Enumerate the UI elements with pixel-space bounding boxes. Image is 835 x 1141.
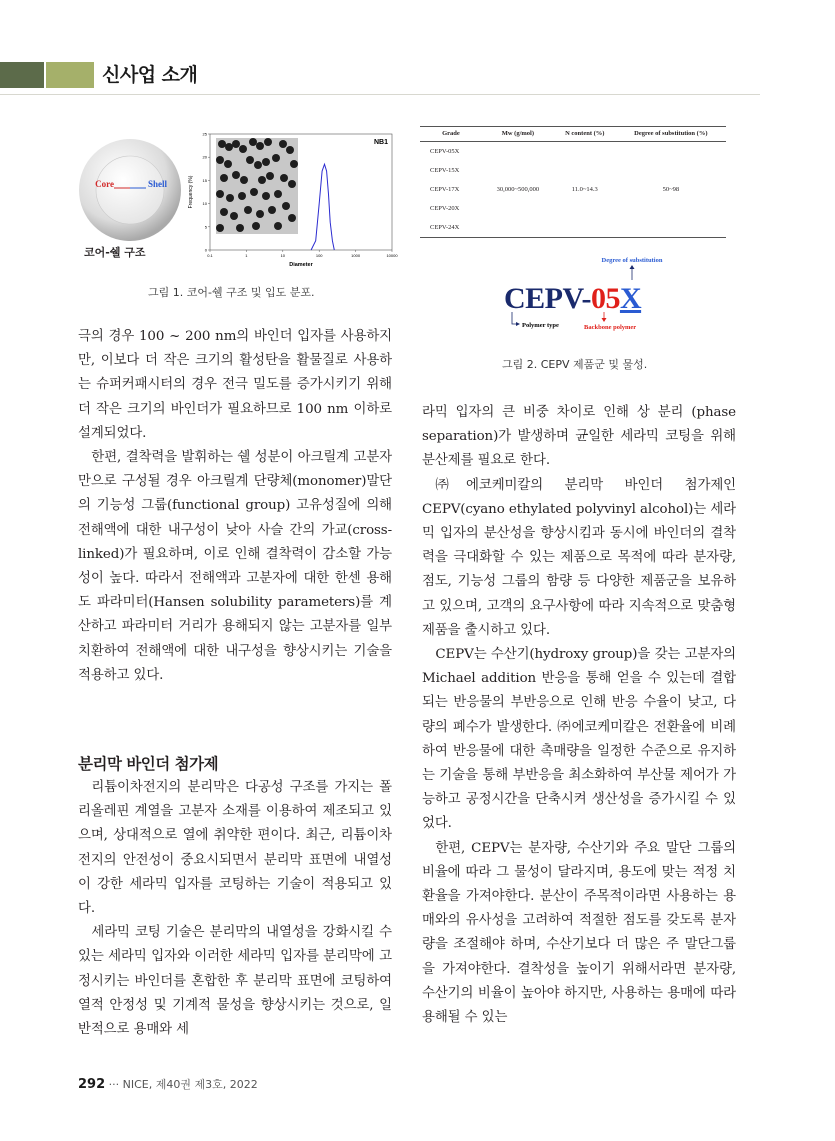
x-tick-label: 0.1 <box>207 253 213 258</box>
core-shell-diagram <box>78 138 182 242</box>
grade-cell: CEPV-05X <box>430 148 460 155</box>
core-sphere <box>96 156 164 224</box>
figure1-caption: 그림 1. 코어-쉘 구조 및 입도 분포. <box>148 286 315 299</box>
tem-micrograph <box>216 138 298 234</box>
page-footer <box>78 1076 258 1092</box>
x-tick-label: 1000 <box>351 253 361 258</box>
core-shell-structure-label: 코어-쉘 구조 <box>84 246 146 259</box>
header-substitution: Degree of substitution (%) <box>616 127 726 142</box>
core-label: Core <box>95 179 114 189</box>
header-mw: Mw (g/mol) <box>482 127 554 142</box>
mw-range: 30,000~500,000 <box>496 186 540 193</box>
y-tick-label: 15 <box>202 177 207 183</box>
plot-xlabel: Diameter <box>289 262 313 268</box>
left-column-lower <box>78 776 392 1042</box>
subsection-heading: 분리막 바인더 첨가제 <box>78 755 219 773</box>
shell-label: Shell <box>148 179 168 189</box>
y-tick-label: 25 <box>202 131 207 137</box>
grade-cell: CEPV-20X <box>430 205 460 212</box>
cepv-suffix: X <box>619 282 642 315</box>
right-column <box>422 401 736 1030</box>
backbone-polymer-label: Backbone polymer <box>584 324 637 331</box>
figure2-caption: 그림 2. CEPV 제품군 및 물성. <box>502 358 648 371</box>
table-row <box>420 199 726 218</box>
table-row <box>420 218 726 238</box>
y-tick-label: 20 <box>202 154 207 160</box>
table-row <box>420 180 726 199</box>
header-color-bar <box>0 62 94 88</box>
x-tick-label: 10000 <box>386 253 398 258</box>
y-tick-label: 5 <box>204 224 207 230</box>
paragraph: ㈜에코케미칼의 분리막 바인더 첨가제인 CEPV(cyano ethylated polyvinyl alcohol)는 세라믹 입자의 분산성을 향상시킴과 동시에 바인더의 결착력을 극대화할 수 있는 제품으로 목적에 따라 분자량, 점도, 기능성 그룹의 함량 등 다양한 제품군을 보유하고 있으며, 고객의 요구사항에 따라 지속적으로 맞춤형 제품을 출시하고 있다. <box>422 477 736 638</box>
left-column-upper <box>78 325 392 688</box>
grade-cell: CEPV-24X <box>420 218 482 238</box>
table-row <box>420 142 726 162</box>
cepv-number: 05 <box>590 282 620 315</box>
page-number: 292 <box>78 1077 106 1092</box>
y-tick-label: 0 <box>204 247 207 253</box>
paragraph: 한편, 결착력을 발휘하는 쉘 성분이 아크릴계 고분자만으로 구성될 경우 아크릴계 단량체(monomer)말단의 기능성 그룹(functional group) 고유성질에 의해 전해액에 대한 내구성이 낮아 사슬 간의 가교(cross-linked)가 필요하며, 이로 인해 결착력이 감소할 가능성이 높다. 따라서 전해액과 고분자에 대한 한센 용해도 파라미터(Hansen solubility parameters)를 계산하고 파라미터 거리가 용해되지 않는 고분자를 일부 치환하여 전해액에 대한 내구성을 향상시키는 기술을 적용하고 있다. <box>78 450 392 683</box>
header-bar-dark <box>0 62 44 88</box>
journal-info: ··· NICE, 제40권 제3호, 2022 <box>108 1078 258 1091</box>
x-tick-label: 100 <box>315 253 323 258</box>
y-tick-label: 10 <box>202 201 207 207</box>
header-n-content: N content (%) <box>554 127 616 142</box>
paragraph: 세라믹 코팅 기술은 분리막의 내열성을 강화시킬 수 있는 세라믹 입자와 이러한 세라믹 입자를 분리막에 고정시키는 바인더를 혼합한 후 분리막 표면에 코팅하여 열적 안정성 및 기계적 물성을 향상시키는 것으로, 일반적으로 용매와 세 <box>78 925 392 1038</box>
x-tick-label: 10 <box>280 253 286 258</box>
degree-of-substitution-label: Degree of substitution <box>601 257 663 264</box>
header-grade: Grade <box>420 127 482 142</box>
header-rule <box>0 94 760 95</box>
section-title: 신사업 소개 <box>102 64 198 86</box>
x-tick-label: 1 <box>245 253 248 258</box>
substitution-range: 50~98 <box>662 186 680 193</box>
paragraph: 라믹 입자의 큰 비중 차이로 인해 상 분리 (phase separation)가 발생하며 균일한 세라믹 코팅을 위해 분산제를 필요로 한다. <box>422 405 736 469</box>
cepv-product-code <box>504 282 642 315</box>
plot-ylabel: Frequency (%) <box>188 175 194 209</box>
paragraph: 한편, CEPV는 분자량, 수산기와 주요 말단 그룹의 비율에 따라 그 물성이 달라지며, 용도에 맞는 적정 치환율을 가져야한다. 분산이 주목적이라면 사용하는 용매와의 유사성을 고려하여 적절한 점도를 갖도록 분자량을 조절해야 하며, 수산기보다 더 많은 주 말단그룹을 가져야한다. 결착성을 높이기 위해서라면 분자량, 수산기의 비율이 높아야 하지만, 사용하는 용매에 따라 용해될 수 있는 <box>422 840 736 1026</box>
polymer-type-label: Polymer type <box>522 322 559 329</box>
cepv-grade-table <box>420 126 726 238</box>
grade-cell: CEPV-15X <box>430 167 460 174</box>
paragraph: 리튬이차전지의 분리막은 다공성 구조를 가지는 폴리올레핀 계열을 고분자 소재를 이용하여 제조되고 있으며, 상대적으로 열에 취약한 편이다. 최근, 리튬이차전지의 안전성이 중요시되면서 분리막 표면에 내열성이 강한 세라믹 입자를 코팅하는 기술이 적용되고 있다. <box>78 780 392 917</box>
particle-size-plot <box>188 130 398 270</box>
cepv-naming-diagram <box>490 252 680 338</box>
grade-cell: CEPV-17X <box>430 186 460 193</box>
table-header-row <box>420 127 726 142</box>
paragraph: CEPV는 수산기(hydroxy group)을 갖는 고분자의 Michael addition 반응을 통해 얻을 수 있는데 결합되는 반응물의 부반응으로 인해 반응 수율이 낮고, 다량의 폐수가 발생한다. ㈜에코케미칼은 전환율에 비례하여 반응물에 대한 촉매량을 일정한 수준으로 유지하는 기술을 통해 부반응을 최소화하여 부산물 제어가 가능하고 공정시간을 단축시켜 생산성을 증가시킬 수 있었다. <box>422 647 736 832</box>
header-bar-light <box>46 62 94 88</box>
paragraph: 극의 경우 100 ~ 200 nm의 바인더 입자를 사용하지만, 이보다 더 작은 크기의 활성탄을 활물질로 사용하는 슈퍼커패시터의 경우 전극 밀도를 증가시키기 위해 더 작은 크기의 바인더가 필요하므로 100 nm 이하로 설계되었다. <box>78 329 392 441</box>
cepv-prefix: CEPV- <box>504 282 591 315</box>
n-content-range: 11.0~14.3 <box>571 186 598 193</box>
sample-label: NB1 <box>373 139 388 146</box>
table-row <box>420 161 726 180</box>
